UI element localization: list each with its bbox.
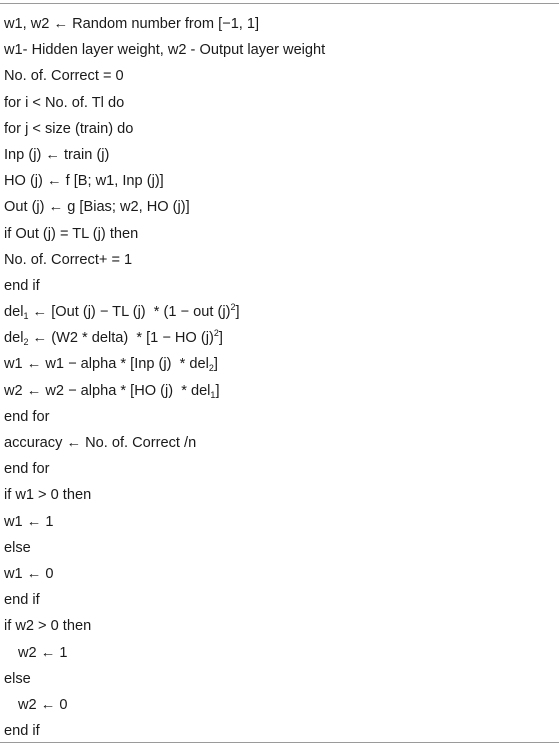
line-text: Inp (j) ← train (j) — [4, 146, 110, 163]
line-text: ← (W2 * delta) * [1 − HO (j) — [28, 330, 214, 347]
line-text: ] — [235, 304, 240, 321]
line-text: ] — [213, 356, 218, 373]
top-rule — [0, 3, 559, 4]
line-text: end if — [4, 277, 40, 294]
algorithm-line — [4, 299, 325, 325]
algorithm-line — [4, 11, 325, 37]
superscript: 2 — [230, 302, 236, 313]
algorithm-line — [4, 535, 325, 561]
line-text: end for — [4, 408, 50, 425]
line-text: if w2 > 0 then — [4, 618, 92, 635]
line-text: end if — [4, 723, 40, 740]
algorithm-lines — [4, 11, 325, 744]
algorithm-line — [4, 325, 325, 351]
line-text: w2 ← 0 — [18, 696, 68, 713]
line-text: No. of. Correct+ = 1 — [4, 251, 133, 268]
algorithm-line — [4, 63, 325, 89]
line-text: w1 ← 0 — [4, 565, 54, 582]
algorithm-line — [4, 430, 325, 456]
line-text: HO (j) ← f [B; w1, Inp (j)] — [4, 173, 164, 190]
line-text: w2 ← w2 − alpha * [HO (j) * del — [4, 382, 211, 399]
line-text: w1, w2 ← Random number from [−1, 1] — [4, 16, 260, 32]
line-text: for j < size (train) do — [4, 120, 134, 137]
algorithm-line — [4, 613, 325, 639]
line-text: end for — [4, 461, 50, 478]
bottom-rule — [0, 742, 559, 743]
line-text: accuracy ← No. of. Correct /n — [4, 435, 197, 451]
algorithm-line — [4, 37, 325, 63]
subscript: 2 — [23, 337, 29, 348]
line-text: w1- Hidden layer weight, w2 - Output layer weight — [4, 42, 326, 59]
algorithm-line — [4, 116, 325, 142]
algorithm-line — [4, 482, 325, 508]
line-text: ← [Out (j) − TL (j) * (1 − out (j) — [28, 304, 231, 321]
algorithm-line — [4, 142, 325, 168]
subscript: 1 — [23, 311, 29, 322]
line-text: ] — [218, 330, 223, 347]
algorithm-line — [4, 509, 325, 535]
line-text: No. of. Correct = 0 — [4, 68, 124, 85]
algorithm-line — [4, 90, 325, 116]
line-text: if w1 > 0 then — [4, 487, 92, 504]
algorithm-line — [4, 273, 325, 299]
algorithm-line — [4, 640, 325, 666]
algorithm-line — [4, 404, 325, 430]
superscript: 2 — [213, 328, 219, 339]
line-text: del — [4, 304, 24, 321]
algorithm-line — [4, 718, 325, 744]
algorithm-line — [4, 168, 325, 194]
line-text: w2 ← 1 — [18, 644, 68, 661]
algorithm-line — [4, 692, 325, 718]
line-text: del — [4, 330, 24, 347]
algorithm-line — [4, 351, 325, 377]
algorithm-line — [4, 561, 325, 587]
algorithm-line — [4, 378, 325, 404]
line-text: w1 ← 1 — [4, 513, 54, 530]
line-text: else — [4, 670, 31, 687]
line-text: for i < No. of. Tl do — [4, 94, 125, 111]
line-text: ] — [215, 382, 220, 399]
algorithm-line — [4, 587, 325, 613]
algorithm-line — [4, 221, 325, 247]
algorithm-line — [4, 456, 325, 482]
line-text: if Out (j) = TL (j) then — [4, 225, 139, 242]
algorithm-line — [4, 194, 325, 220]
line-text: else — [4, 539, 31, 556]
algorithm-line — [4, 247, 325, 273]
line-text: Out (j) ← g [Bias; w2, HO (j)] — [4, 199, 190, 216]
algorithm-line — [4, 666, 325, 692]
subscript: 1 — [210, 389, 216, 400]
subscript: 2 — [208, 363, 214, 374]
line-text: w1 ← w1 − alpha * [Inp (j) * del — [4, 356, 209, 373]
line-text: end if — [4, 592, 40, 609]
